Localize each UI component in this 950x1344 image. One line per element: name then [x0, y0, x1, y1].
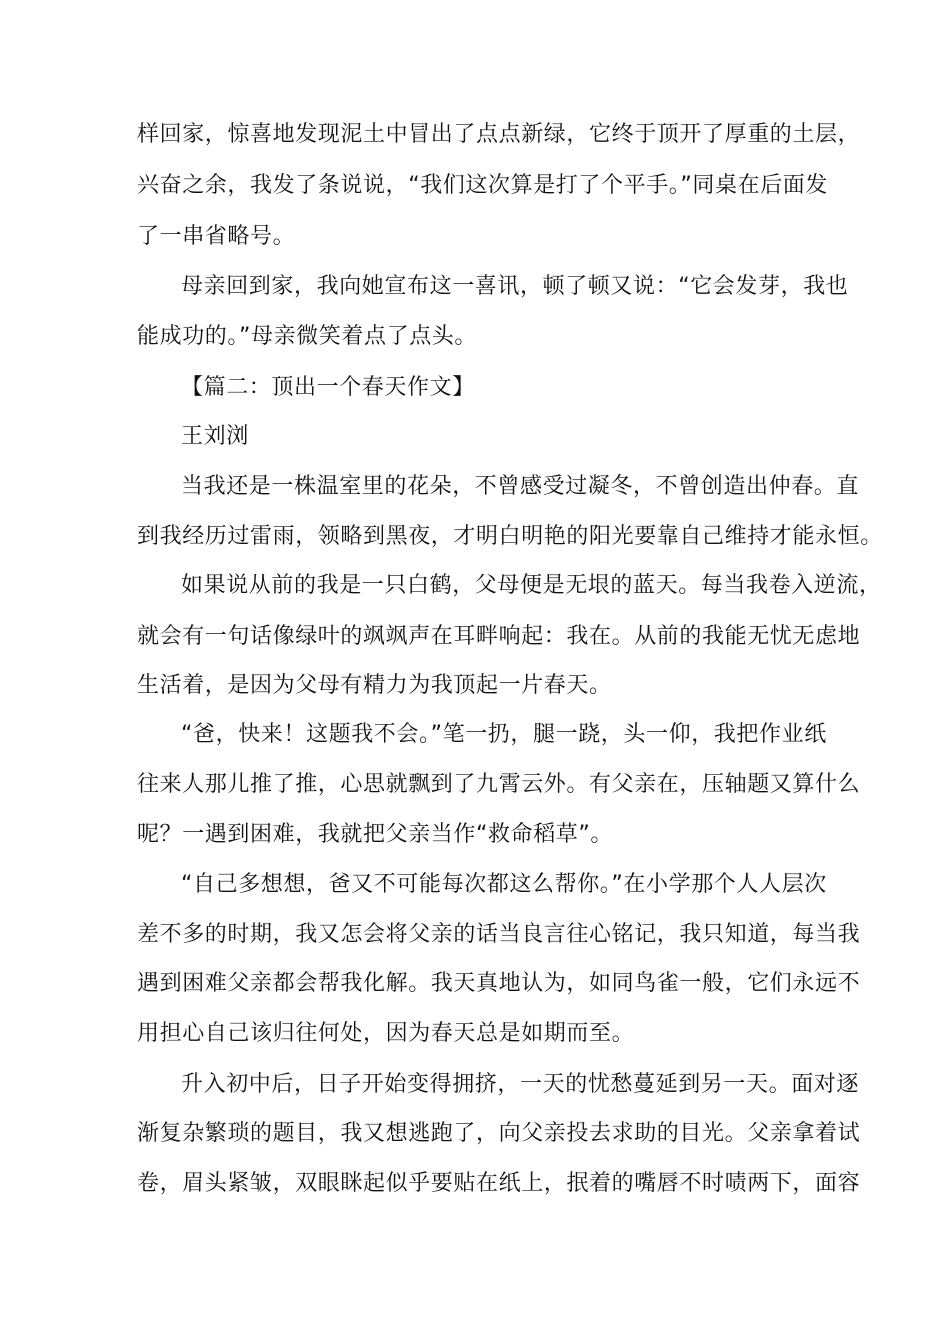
text-line: 能成功的。”母亲微笑着点了点头。 [137, 324, 477, 349]
text-line: 到我经历过雷雨，领略到黑夜，才明白明艳的阳光要靠自己维持才能永恒。 [137, 524, 883, 549]
text-line: 渐复杂繁琐的题目，我又想逃跑了，向父亲投去求助的目光。父亲拿着试 [137, 1121, 861, 1146]
text-line: 往来人那儿推了推，心思就飘到了九霄云外。有父亲在，压轴题又算什么 [137, 772, 861, 797]
text-line: 用担心自己该归往何处，因为春天总是如期而至。 [137, 1021, 635, 1046]
text-line: 当我还是一株温室里的花朵，不曾感受过凝冬，不曾创造出仲春。直 [181, 474, 860, 499]
text-line: 升入初中后，日子开始变得拥挤，一天的忧愁蔓延到另一天。面对逐 [181, 1072, 860, 1097]
text-line: 如果说从前的我是一只白鹤，父母便是无垠的蓝天。每当我卷入逆流， [181, 573, 882, 598]
text-line: “爸，快来！这题我不会。”笔一扔，腿一跷，头一仰，我把作业纸 [181, 722, 827, 747]
text-line: 生活着，是因为父母有精力为我顶起一片春天。 [137, 673, 612, 698]
text-line: “自己多想想，爸又不可能每次都这么帮你。”在小学那个人人层次 [181, 872, 827, 897]
text-line: 了一串省略号。 [137, 224, 296, 249]
text-line: 样回家，惊喜地发现泥土中冒出了点点新绿，它终于顶开了厚重的土层， [137, 122, 861, 147]
section-heading: 【篇二：顶出一个春天作文】 [181, 375, 475, 400]
text-line: 兴奋之余，我发了条说说，“我们这次算是打了个平手。”同桌在后面发 [137, 173, 828, 198]
text-line: 母亲回到家，我向她宣布这一喜讯，顿了顿又说：“它会发芽，我也 [181, 274, 849, 299]
author-name: 王刘浏 [181, 424, 249, 449]
text-line: 遇到困难父亲都会帮我化解。我天真地认为，如同鸟雀一般，它们永远不 [137, 971, 861, 996]
text-line: 就会有一句话像绿叶的飒飒声在耳畔响起：我在。从前的我能无忧无虑地 [137, 624, 861, 649]
text-line: 差不多的时期，我又怎会将父亲的话当良言往心铭记，我只知道，每当我 [137, 922, 861, 947]
text-line: 呢？一遇到困难，我就把父亲当作“救命稻草”。 [137, 822, 613, 847]
text-line: 卷，眉头紧皱，双眼眯起似乎要贴在纸上，抿着的嘴唇不时啧两下，面容 [137, 1171, 861, 1196]
